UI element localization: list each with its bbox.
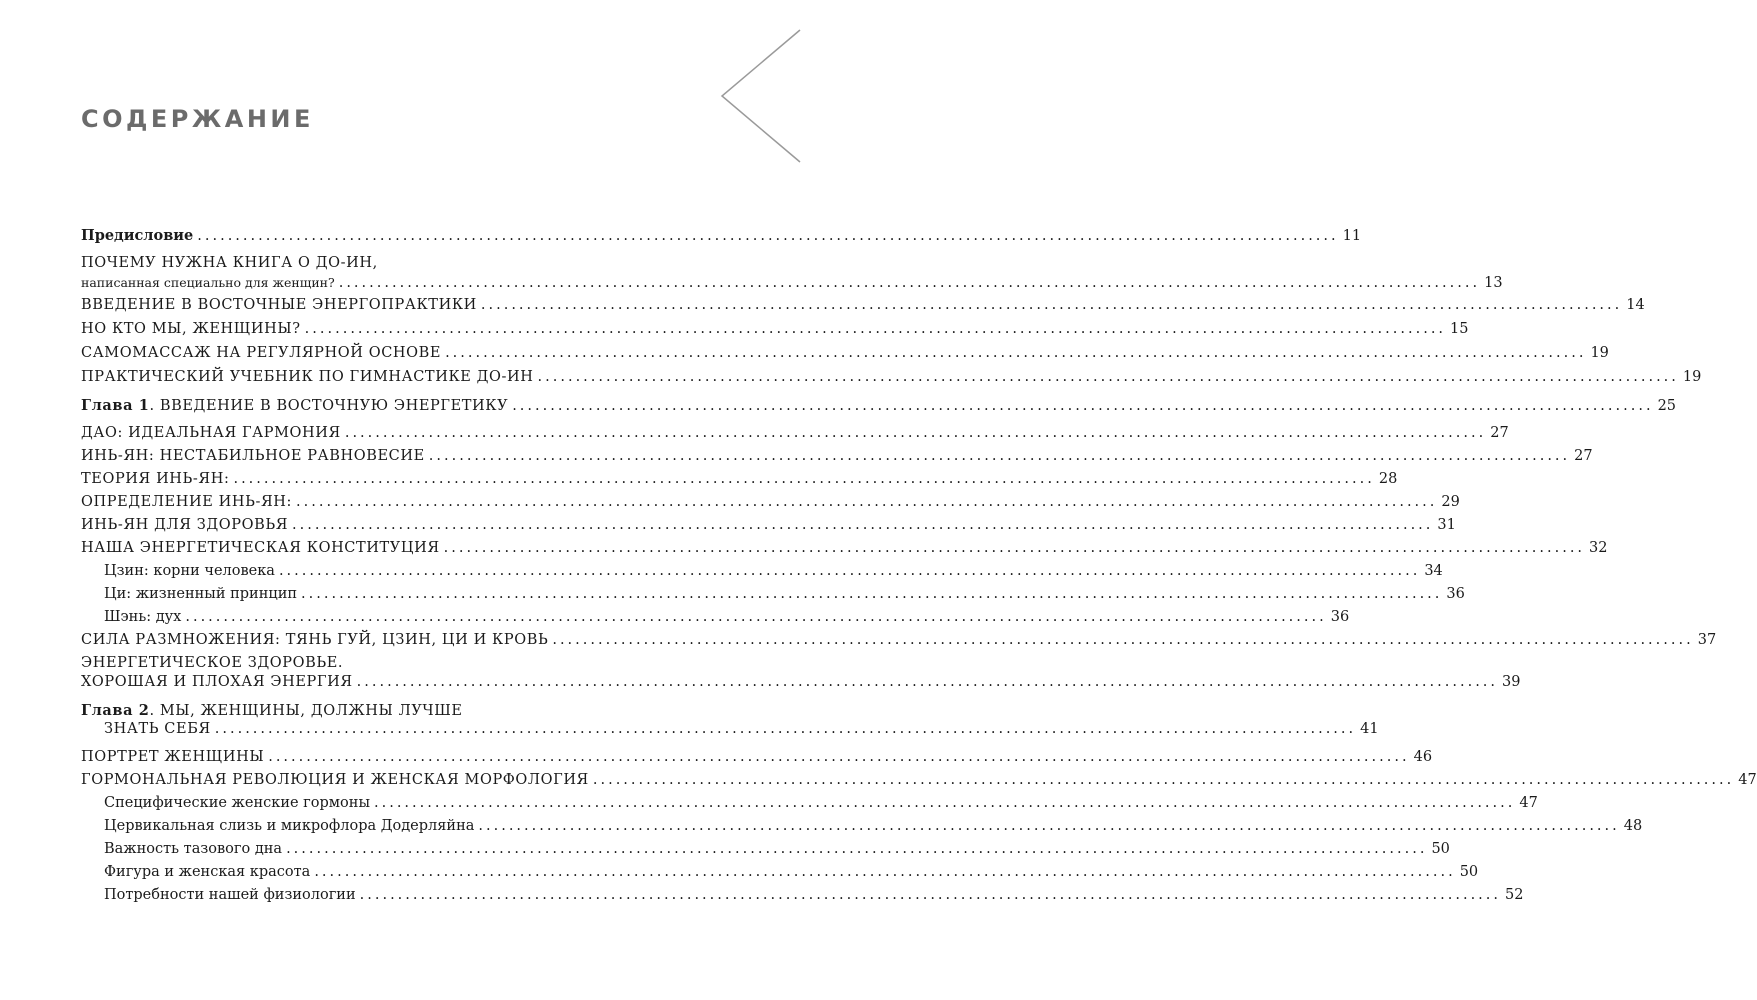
chapter-title: ЗНАТЬ СЕБЯ: [104, 721, 211, 737]
toc-entry-title: Важность тазового дна: [104, 841, 283, 857]
toc-entry-title: Ци: жизненный принцип: [104, 586, 298, 602]
dot-leader: ......................................................................................................................................................: [292, 517, 1434, 533]
toc-entry-portrait[interactable]: [81, 748, 1433, 767]
dot-leader: ......................................................................................................................................................: [197, 228, 1339, 244]
toc-entry-page: 50: [1459, 864, 1479, 880]
toc-entry-practical[interactable]: [81, 368, 1702, 387]
toc-entry-page: 41: [1360, 721, 1379, 737]
toc-subentry[interactable]: [81, 863, 1479, 882]
dot-leader: ......................................................................................................................................................: [185, 609, 1327, 625]
toc-entry[interactable]: [81, 493, 1460, 512]
toc-chapter-1[interactable]: [81, 396, 1677, 415]
dot-leader: ......................................................................................................................................................: [338, 275, 1481, 291]
chapter-label: Глава 1: [81, 397, 150, 414]
chapter-label: Глава 2: [81, 702, 150, 719]
dot-leader: ......................................................................................................................................................: [296, 494, 1438, 510]
dot-leader: ......................................................................................................................................................: [478, 818, 1620, 834]
dot-leader: ......................................................................................................................................................: [214, 721, 1357, 737]
toc-entry-page: 31: [1437, 517, 1456, 533]
toc-subentry[interactable]: [81, 562, 1443, 581]
toc-subentry[interactable]: [81, 585, 1465, 604]
dot-leader: ......................................................................................................................................................: [359, 887, 1502, 903]
toc-subentry[interactable]: [81, 886, 1524, 905]
toc-entry-energy-line1[interactable]: ЭНЕРГЕТИЧЕСКОЕ ЗДОРОВЬЕ.: [81, 655, 344, 671]
dot-leader: ......................................................................................................................................................: [443, 540, 1586, 556]
toc-entry-page: 29: [1441, 494, 1460, 510]
toc-entry-title: ПРАКТИЧЕСКИЙ УЧЕБНИК ПО ГИМНАСТИКЕ ДО-ИН: [81, 369, 534, 385]
page-title: СОДЕРЖАНИЕ: [81, 105, 314, 133]
chapter-title: . ВВЕДЕНИЕ В ВОСТОЧНУЮ ЭНЕРГЕТИКУ: [149, 398, 509, 414]
dot-leader: ......................................................................................................................................................: [286, 841, 1428, 857]
dot-leader: ......................................................................................................................................................: [428, 448, 1571, 464]
toc-entry-page: 39: [1502, 674, 1521, 690]
toc-entry-title: ДАО: ИДЕАЛЬНАЯ ГАРМОНИЯ: [81, 425, 341, 441]
toc-entry[interactable]: [81, 470, 1398, 489]
toc-entry-selfmassage[interactable]: [81, 344, 1609, 363]
toc-entry-title: НО КТО МЫ, ЖЕНЩИНЫ?: [81, 321, 301, 337]
toc-entry-hormonal[interactable]: [81, 771, 1757, 790]
dot-leader: ......................................................................................................................................................: [314, 864, 1456, 880]
toc-entry-page: 27: [1574, 448, 1593, 464]
toc-entry-energy[interactable]: [81, 673, 1521, 692]
toc-entry-reproduction[interactable]: [81, 631, 1717, 650]
toc-subentry[interactable]: [81, 794, 1538, 813]
toc-entry-page: 47: [1738, 772, 1757, 788]
toc-entry-title: ОПРЕДЕЛЕНИЕ ИНЬ-ЯН:: [81, 494, 293, 510]
dot-leader: ......................................................................................................................................................: [268, 749, 1410, 765]
dot-leader: ......................................................................................................................................................: [356, 674, 1499, 690]
toc-entry-page: 52: [1505, 887, 1524, 903]
toc-entry-page: 48: [1623, 818, 1643, 834]
toc-entry-why-line1[interactable]: ПОЧЕМУ НУЖНА КНИГА О ДО-ИН,: [81, 255, 378, 271]
toc-entry-title: ИНЬ-ЯН: НЕСТАБИЛЬНОЕ РАВНОВЕСИЕ: [81, 448, 425, 464]
toc-entry-page: 37: [1697, 632, 1717, 648]
toc-entry-page: 15: [1450, 321, 1469, 337]
dot-leader: ......................................................................................................................................................: [480, 297, 1623, 313]
toc-entry-page: 50: [1431, 841, 1450, 857]
toc-subentry[interactable]: [81, 840, 1450, 859]
dot-leader: ......................................................................................................................................................: [512, 398, 1654, 414]
toc-entry-title: написанная специально для женщин?: [81, 275, 335, 290]
toc-entry-page: 25: [1657, 398, 1677, 414]
toc-entry-title: СИЛА РАЗМНОЖЕНИЯ: ТЯНЬ ГУЙ, ЦЗИН, ЦИ И КРОВЬ: [81, 632, 549, 648]
dot-leader: ......................................................................................................................................................: [537, 369, 1679, 385]
table-of-contents: [81, 226, 1757, 905]
toc-entry-title: Цервикальная слизь и микрофлора Додерляйна: [104, 818, 475, 834]
toc-entry-title: НАША ЭНЕРГЕТИЧЕСКАЯ КОНСТИТУЦИЯ: [81, 540, 440, 556]
toc-chapter-2[interactable]: [81, 720, 1379, 739]
toc-entry-page: 19: [1590, 345, 1609, 361]
toc-entry-page: 47: [1519, 795, 1538, 811]
toc-entry-title: ХОРОШАЯ И ПЛОХАЯ ЭНЕРГИЯ: [81, 674, 353, 690]
toc-entry-page: 34: [1424, 563, 1443, 579]
dot-leader: ......................................................................................................................................................: [301, 586, 1443, 602]
toc-entry[interactable]: [81, 424, 1509, 443]
toc-entry-title: Цзин: корни человека: [104, 563, 275, 579]
toc-chapter-2-line1[interactable]: [81, 701, 681, 720]
toc-entry-intro[interactable]: [81, 296, 1645, 315]
dot-leader: ......................................................................................................................................................: [445, 345, 1587, 361]
toc-entry[interactable]: [81, 516, 1456, 535]
toc-entry-title: ТЕОРИЯ ИНЬ-ЯН:: [81, 471, 230, 487]
chapter-1-items: [81, 424, 1717, 692]
toc-entry-page: 28: [1378, 471, 1398, 487]
toc-entry-who[interactable]: [81, 320, 1469, 339]
toc-entry-page: 36: [1330, 609, 1350, 625]
toc-entry-title: Фигура и женская красота: [104, 864, 311, 880]
dot-leader: ......................................................................................................................................................: [344, 425, 1487, 441]
toc-subentry[interactable]: [81, 608, 1350, 627]
toc-entry-page: 36: [1446, 586, 1465, 602]
toc-entry-title: ПОРТРЕТ ЖЕНЩИНЫ: [81, 749, 265, 765]
dot-leader: ......................................................................................................................................................: [233, 471, 1375, 487]
toc-entry-page: 11: [1342, 228, 1362, 244]
corner-triangle-decoration: [700, 0, 800, 180]
toc-entry-title: ВВЕДЕНИЕ В ВОСТОЧНЫЕ ЭНЕРГОПРАКТИКИ: [81, 297, 477, 313]
toc-entry-page: 32: [1589, 540, 1608, 556]
toc-entry-title: ГОРМОНАЛЬНАЯ РЕВОЛЮЦИЯ И ЖЕНСКАЯ МОРФОЛОГИЯ: [81, 772, 589, 788]
toc-entry-title: Шэнь: дух: [104, 609, 182, 625]
toc-entry-title: Предисловие: [81, 227, 194, 244]
dot-leader: ......................................................................................................................................................: [592, 772, 1735, 788]
toc-entry-title: Специфические женские гормоны: [104, 795, 370, 811]
toc-entry-why[interactable]: [81, 273, 1503, 292]
toc-entry-title: ИНЬ-ЯН ДЛЯ ЗДОРОВЬЯ: [81, 517, 289, 533]
toc-entry-page: 19: [1682, 369, 1702, 385]
toc-entry[interactable]: [81, 539, 1608, 558]
toc-entry-page: 46: [1413, 749, 1433, 765]
toc-entry-page: 27: [1490, 425, 1509, 441]
toc-entry-title: Потребности нашей физиологии: [104, 887, 356, 903]
toc-entry-page: 14: [1626, 297, 1645, 313]
toc-entry[interactable]: [81, 447, 1593, 466]
chapter-title: . МЫ, ЖЕНЩИНЫ, ДОЛЖНЫ ЛУЧШЕ: [149, 703, 463, 719]
dot-leader: ......................................................................................................................................................: [304, 321, 1447, 337]
dot-leader: ......................................................................................................................................................: [552, 632, 1694, 648]
dot-leader: ......................................................................................................................................................: [278, 563, 1421, 579]
toc-entry-preface[interactable]: [81, 226, 1362, 245]
toc-entry-page: 13: [1484, 275, 1503, 291]
dot-leader: ......................................................................................................................................................: [374, 795, 1516, 811]
toc-entry-title: САМОМАССАЖ НА РЕГУЛЯРНОЙ ОСНОВЕ: [81, 345, 442, 361]
toc-subentry[interactable]: [81, 817, 1643, 836]
